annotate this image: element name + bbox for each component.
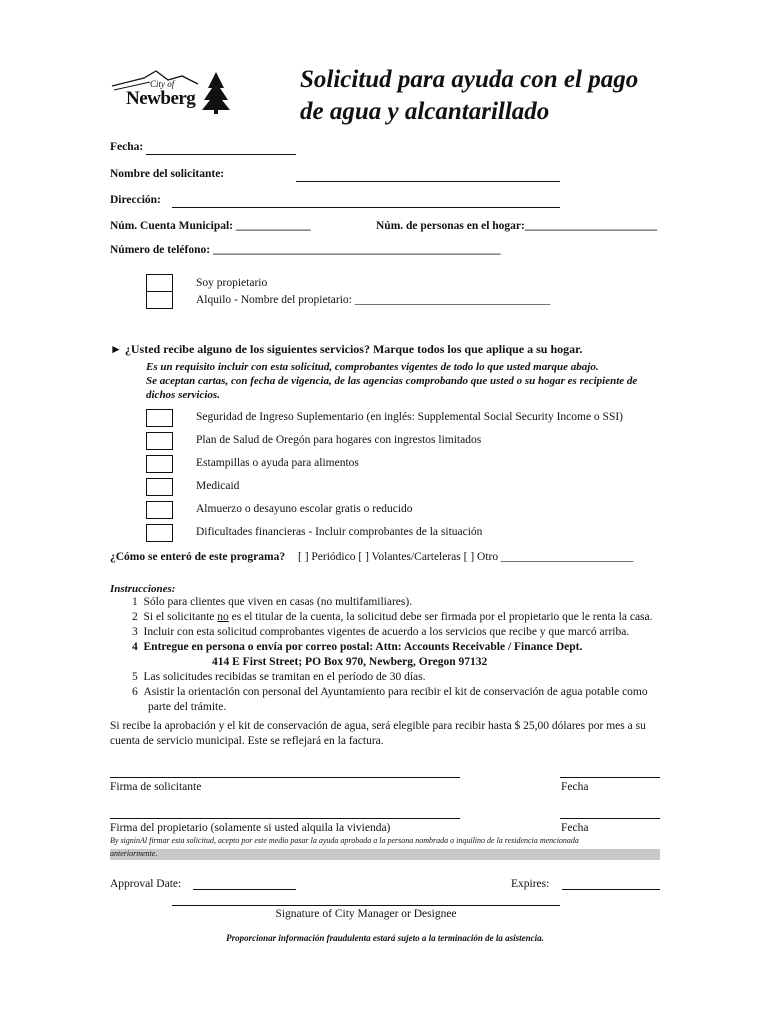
expires-line[interactable]: [562, 889, 660, 890]
applicant-date-line[interactable]: [560, 777, 660, 778]
instruction-text: Las solicitudes recibidas se tramitan en el período de 30 días.: [143, 671, 426, 683]
owner-signature-label: Firma del propietario (solamente si usted alquila la vivienda): [110, 822, 391, 834]
instruction-number: 6: [132, 686, 138, 698]
instructions-heading: Instrucciones:: [110, 583, 176, 595]
instruction-text: Entregue en persona o envía por correo postal: Attn: Accounts Receivable / Finance Dept.: [143, 641, 583, 653]
services-note-1: Es un requisito incluir con esta solicitud, comprobantes vigentes de todo lo que usted marque abajo.: [146, 361, 599, 373]
city-logo: [110, 68, 230, 114]
instruction-item: [132, 611, 692, 623]
applicant-date-label: Fecha: [561, 781, 589, 793]
consent-line-1: By signinAl firmar esta solicitud, acepto por este medio pasar la ayuda aprobada a la persona nombrada o inquilino de la residencia mencionada: [110, 836, 579, 845]
consent-line-2: anteriormente.: [110, 849, 158, 858]
service-label-hardship: Dificultades financieras - Incluir comprobantes de la situación: [196, 526, 483, 538]
cuenta-label[interactable]: Núm. Cuenta Municipal: _____________: [110, 220, 311, 232]
approval-paragraph-line-1: Si recibe la aprobación y el kit de conservación de agua, será elegible para recibir hasta $ 25,00 dólares por mes a su: [110, 720, 646, 732]
service-label-school-meals: Almuerzo o desayuno escolar gratis o reducido: [196, 503, 413, 515]
fraud-warning-footer: Proporcionar información fraudulenta estará sujeto a la terminación de la asistencia.: [226, 933, 544, 943]
instruction-text-pre: Si el solicitante: [143, 611, 218, 623]
service-checkbox-ssi[interactable]: [146, 409, 173, 427]
service-label-ohp: Plan de Salud de Oregón para hogares con ingrestos limitados: [196, 434, 482, 446]
title-line-2: de agua y alcantarillado: [300, 98, 550, 125]
source-question: ¿Cómo se enteró de este programa?: [110, 551, 286, 563]
expires-label: Expires:: [511, 878, 550, 890]
instruction-item: [132, 641, 692, 653]
instruction-item: [132, 626, 692, 638]
instruction-number: 4: [132, 641, 138, 653]
alquilo-checkbox[interactable]: [146, 291, 173, 309]
owner-signature-line[interactable]: [110, 818, 460, 819]
instruction-item: [132, 686, 692, 698]
owner-date-label: Fecha: [561, 822, 589, 834]
instruction-item: [132, 596, 672, 608]
logo-name-text: Newberg: [126, 88, 196, 109]
page-title: [300, 64, 740, 128]
nombre-label: Nombre del solicitante:: [110, 168, 225, 180]
source-options[interactable]: [ ] Periódico [ ] Volantes/Carteleras [ ] Otro _______________________: [298, 551, 634, 563]
instruction-text-underlined: no: [217, 611, 229, 623]
service-checkbox-hardship[interactable]: [146, 524, 173, 542]
logo-city-text: City of: [150, 79, 175, 89]
instruction-item: [132, 671, 692, 683]
instruction-number: 2: [132, 611, 138, 623]
instruction-text: Incluir con esta solicitud comprobantes vigentes de acuerdo a los servicios que recibe y que marcó arriba.: [143, 626, 630, 638]
service-checkbox-school-meals[interactable]: [146, 501, 173, 519]
instruction-text-post: es el titular de la cuenta, la solicitud debe ser firmada por el propietario que le renta la casa.: [228, 611, 653, 623]
consent-shaded-bar: [110, 849, 660, 860]
service-label-medicaid: Medicaid: [196, 480, 240, 492]
fecha-input-line[interactable]: [146, 154, 296, 155]
manager-signature-label: Signature of City Manager or Designee: [275, 908, 457, 920]
service-checkbox-ohp[interactable]: [146, 432, 173, 450]
direccion-label: Dirección:: [110, 194, 161, 206]
instruction-number: 3: [132, 626, 138, 638]
approval-paragraph-line-2: cuenta de servicio municipal. Este se reflejará en la factura.: [110, 735, 384, 747]
alquilo-label[interactable]: Alquilo - Nombre del propietario: __________________________________: [196, 294, 551, 306]
services-note-2: Se aceptan cartas, con fecha de vigencia, de las agencias comprobando que usted o su hogar es recipiente de dichos servicios.: [146, 375, 638, 401]
telefono-label[interactable]: Número de teléfono: __________________________________________________: [110, 244, 501, 256]
approval-date-label: Approval Date:: [110, 878, 182, 890]
propietario-checkbox[interactable]: [146, 274, 173, 292]
service-label-food: Estampillas o ayuda para alimentos: [196, 457, 359, 469]
approval-date-line[interactable]: [193, 889, 296, 890]
services-question: ► ¿Usted recibe alguno de los siguientes servicios? Marque todos los que aplique a su hogar.: [110, 342, 583, 356]
nombre-input-line[interactable]: [296, 181, 560, 182]
applicant-signature-label: Firma de solicitante: [110, 781, 202, 793]
instruction-number: 1: [132, 596, 138, 608]
instruction-number: 5: [132, 671, 138, 683]
instruction-text: Sólo para clientes que viven en casas (no multifamiliares).: [143, 596, 413, 608]
personas-label[interactable]: Núm. de personas en el hogar:_______________________: [376, 220, 658, 232]
instruction-text: Asistir la orientación con personal del Ayuntamiento para recibir el kit de conservación de agua potable como: [143, 686, 648, 698]
title-line-1: Solicitud para ayuda con el pago: [300, 66, 639, 93]
direccion-input-line[interactable]: [172, 207, 560, 208]
propietario-label: Soy propietario: [196, 277, 268, 289]
fecha-label: Fecha:: [110, 141, 144, 153]
instruction-continuation: parte del trámite.: [148, 701, 227, 713]
instruction-address: 414 E First Street; PO Box 970, Newberg, Oregon 97132: [212, 656, 488, 668]
applicant-signature-line[interactable]: [110, 777, 460, 778]
manager-signature-line[interactable]: [172, 905, 560, 906]
service-label-ssi: Seguridad de Ingreso Suplementario (en inglés: Supplemental Social Security Income o SSI): [196, 411, 624, 423]
service-checkbox-food[interactable]: [146, 455, 173, 473]
service-checkbox-medicaid[interactable]: [146, 478, 173, 496]
owner-date-line[interactable]: [560, 818, 660, 819]
